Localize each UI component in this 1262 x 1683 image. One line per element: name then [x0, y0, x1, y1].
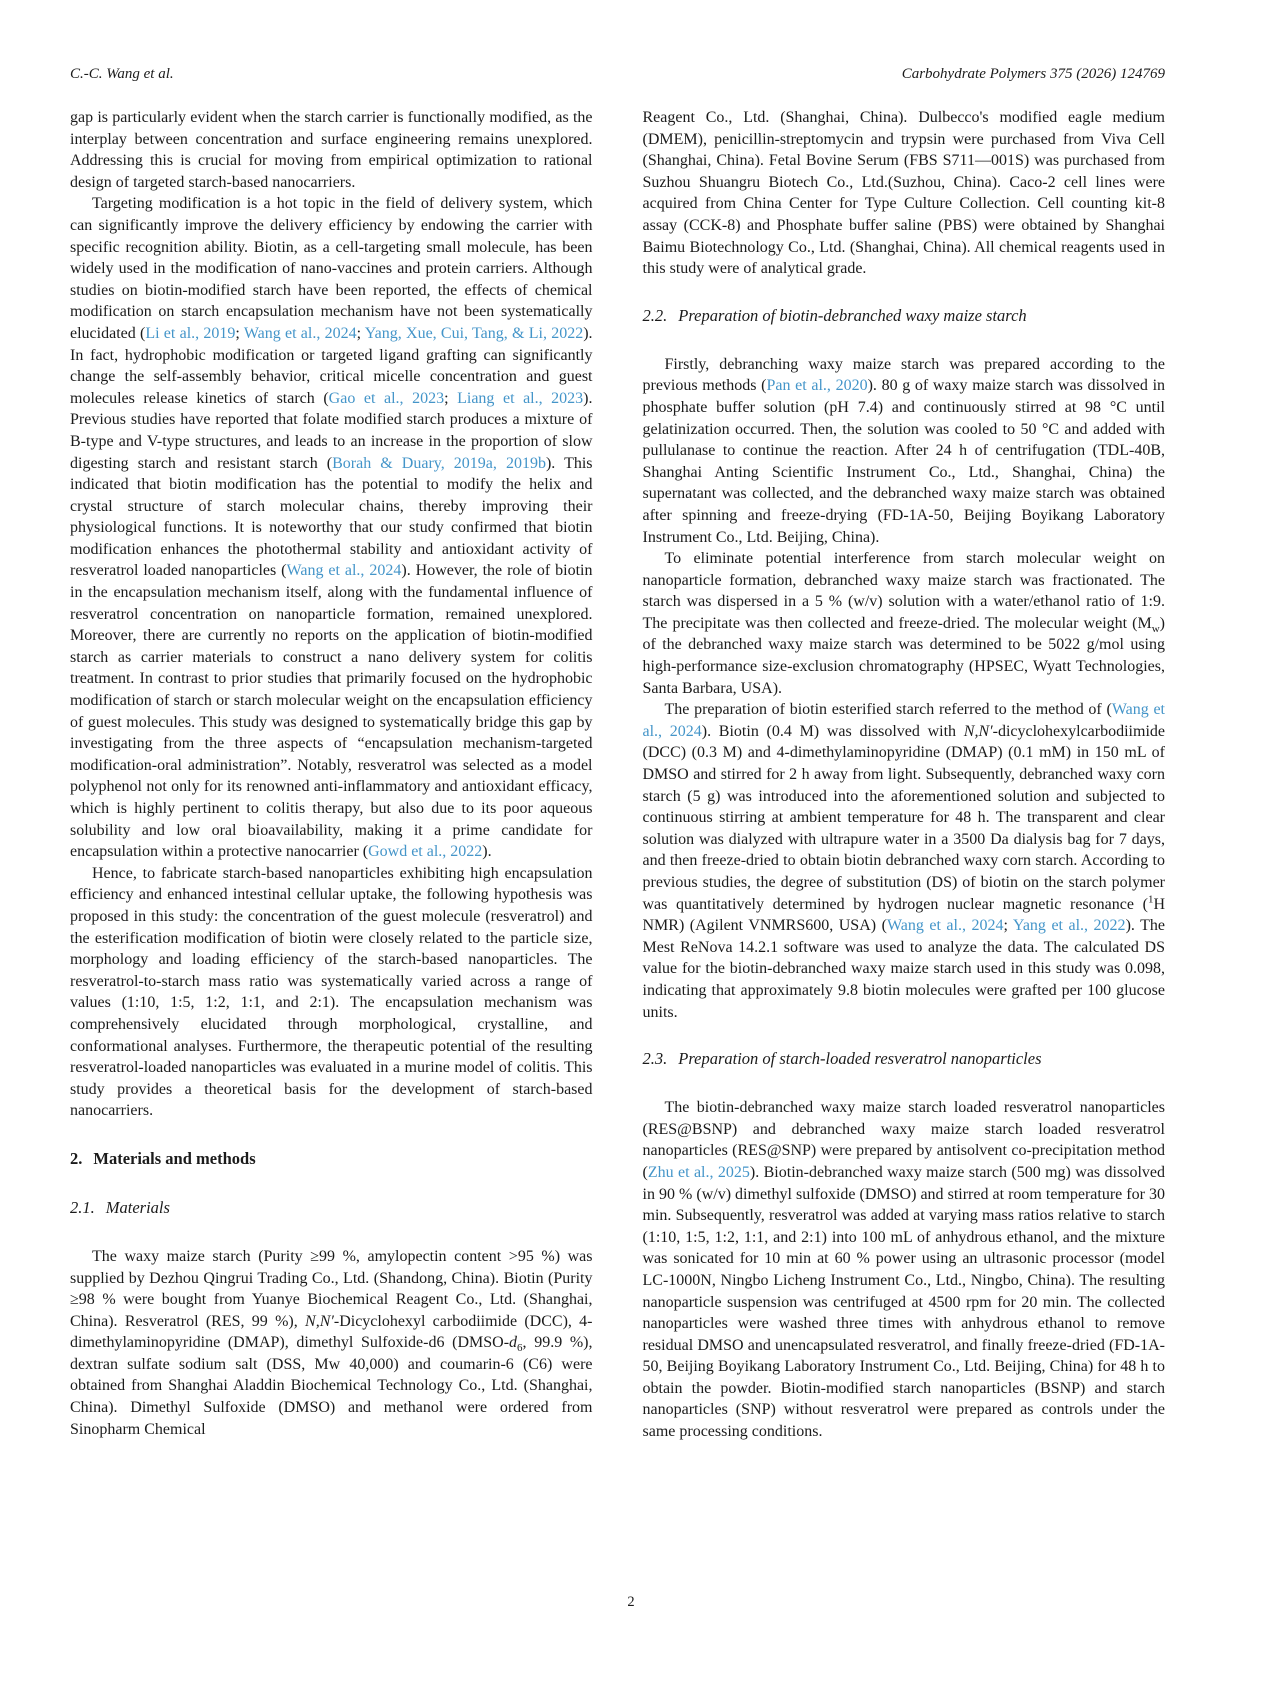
text-span: 1 [1147, 893, 1154, 906]
subsection-heading-prep-starch [643, 306, 1166, 326]
text-span: Targeting modification is a hot topic in the field of delivery system, which can significantly improve the delivery efficiency by endowing the carrier with specific recognition ability. Biotin, as a cell-targeting small molecule, has been widely used in the modification of nano-vaccines and protein carriers. Although studies on biotin-modified starch have been reported, the effects of chemical modification on starch encapsulation mechanism have not been systematically elucidated ( [70, 195, 593, 342]
subsection-heading-prep-nanoparticles [643, 1049, 1166, 1069]
text-span: ). 80 g of waxy maize starch was dissolved in phosphate buffer solution (pH 7.4) and continuously stirred at 98 °C until gelatinization occurred. Then, the solution was cooled to 50 °C and added with pullulanase to continue the reaction. After 24 h of centrifugation (TDL-40B, Shanghai Anting Scientific Instrument Co., Ltd., Shanghai, China) the supernatant was collected, and the debranched waxy maize starch was obtained after spinning and freeze-drying (FD-1A-50, Beijing Boyikang Laboratory Instrument Co., Ltd. Beijing, China). [642, 377, 1166, 546]
subsection-number: 2.3. [642, 1049, 668, 1069]
paragraph-reagents-continuation [643, 107, 1166, 280]
page-number: 2 [627, 1594, 635, 1610]
citation-link[interactable]: Wang et al., 2024 [642, 701, 1166, 740]
text-span: Reagent Co., Ltd. (Shanghai, China). Dulbecco's modified eagle medium (DMEM), penicillin-streptomycin and trypsin were purchased from Viva Cell (Shanghai, China). Fetal Bovine Serum (FBS S711—001S) was purchased from Suzhou Shuangru Biotech Co., Ltd.(Suzhou, China). Caco-2 cell lines were acquired from China Center for Type Culture Collection. Cell counting kit-8 assay (CCK-8) and Phosphate buffer saline (PBS) were obtained by Shanghai Baimu Biotechnology Co., Ltd. (Shanghai, China). All chemical reagents used in this study were of analytical grade. [642, 109, 1165, 278]
text-span: -dicyclohexylcarbodiimide (DCC) (0.3 M) and 4-dimethylaminopyridine (DMAP) (0.1 mM) in 150 mL of DMSO and stirred for 2 h away from light. Subsequently, debranched waxy corn starch (5 g) was introduced into the aforementioned solution and subjected to continuous stirring at ambient temperature for 48 h. The transparent and clear solution was dialyzed with ultrapure water in a 3500 Da dialysis bag for 7 days, and then freeze-dried to obtain biotin debranched waxy corn starch. According to previous studies, the degree of substitution (DS) of biotin on the starch polymer was quantitatively determined by hydrogen nuclear magnetic resonance ( [642, 722, 1165, 913]
text-span: The biotin-debranched waxy maize starch loaded resveratrol nanoparticles (RES@BSNP) and debranched waxy maize starch loaded resveratrol nanoparticles (RES@SNP) were prepared by antisolvent co-precipitation method ( [642, 1099, 1165, 1181]
paragraph-debranching [643, 354, 1166, 548]
citation-link[interactable]: Gao et al., 2023 [328, 389, 445, 407]
text-span: ). The Mest ReNova 14.2.1 software was used to analyze the data. The calculated DS value for the biotin-debranched waxy maize starch used in this study was 0.098, indicating that approximately 9.8 biotin molecules were grafted per 100 glucose units. [642, 917, 1165, 1021]
text-span: ; [1003, 917, 1013, 935]
subsection-number: 2.1. [70, 1197, 95, 1217]
citation-link[interactable]: Gowd et al., 2022 [368, 843, 483, 861]
text-span: Hence, to fabricate starch-based nanoparticles exhibiting high encapsulation efficiency and enhanced intestinal cellular uptake, the following hypothesis was proposed in this study: the concentration of the guest molecule (resveratrol) and the esterification modification of biotin were closely related to the particle size, morphology and loading efficiency of the starch-based nanoparticles. The resveratrol-to-starch mass ratio was systematically varied across a range of values (1:10, 1:5, 1:2, 1:1, and 2:1). The encapsulation mechanism was comprehensively elucidated through morphological, crystalline, and conformational analyses. Furthermore, the therapeutic potential of the resulting resveratrol-loaded nanoparticles was evaluated in a murine model of colitis. This study provides a theoretical basis for the development of starch-based nanocarriers. [70, 864, 593, 1120]
citation-link[interactable]: Yang et al., 2022 [1012, 917, 1126, 935]
section-title: Materials and methods [93, 1148, 256, 1168]
text-span: ; [444, 389, 458, 407]
paragraph-biotin-esterification [643, 699, 1166, 1023]
text-span: 6 [517, 1342, 523, 1355]
paragraph-fractionation [643, 548, 1166, 699]
subsection-title: Preparation of biotin-debranched waxy maize starch [678, 305, 1027, 325]
paragraph-intro-continuation [70, 107, 593, 193]
citation-link[interactable]: Wang et al., 2024 [243, 324, 357, 342]
text-span: gap is particularly evident when the starch carrier is functionally modified, as the interplay between concentration and surface engineering remains unexplored. Addressing this is crucial for moving from empirical optimization to rational design of targeted starch-based nanocarriers. [70, 109, 593, 191]
section-number: 2. [70, 1148, 83, 1168]
right-column [643, 107, 1166, 1443]
text-span: ; [356, 324, 365, 342]
running-head-journal: Carbohydrate Polymers 375 (2026) 124769 [901, 66, 1165, 82]
text-span: d [509, 1334, 518, 1352]
citation-link[interactable]: Borah & Duary, 2019a, 2019b [332, 454, 546, 472]
citation-link[interactable]: Liang et al., 2023 [457, 389, 584, 407]
text-span: ). [482, 843, 492, 861]
text-span: Firstly, debranching waxy maize starch was prepared according to the previous methods ( [642, 355, 1165, 395]
subsection-number: 2.2. [642, 305, 668, 325]
paragraph-hypothesis [70, 863, 593, 1122]
citation-link[interactable]: Wang et al., 2024 [286, 562, 402, 580]
paragraph-targeting-modification [70, 193, 593, 862]
text-span: ; [235, 324, 244, 342]
subsection-title: Materials [105, 1197, 170, 1217]
text-span: The preparation of biotin esterified starch referred to the method of ( [664, 701, 1112, 719]
text-span: H NMR) (Agilent VNMRS600, USA) ( [642, 895, 1165, 935]
subsection-heading-materials [70, 1198, 593, 1218]
text-span: To eliminate potential interference from starch molecular weight on nanoparticle formation, debranched waxy maize starch was fractionated. The starch was dispersed in a 5 % (w/v) solution with a water/ethanol ratio of 1:9. The precipitate was then collected and freeze-dried. The molecular weight (M [642, 550, 1165, 632]
text-span: , 99.9 %), dextran sulfate sodium salt (DSS, Mw 40,000) and coumarin-6 (C6) were obtained from Shanghai Aladdin Biochemical Technology Co., Ltd. (Shanghai, China). Dimethyl Sulfoxide (DMSO) and methanol were ordered from Sinopharm Chemical [70, 1334, 593, 1438]
running-head-author: C.-C. Wang et al. [70, 66, 174, 82]
text-span: -Dicyclohexyl carbodiimide (DCC), 4-dimethylaminopyridine (DMAP), dimethyl Sulfoxide-d6 (DMSO- [70, 1312, 593, 1352]
subsection-title: Preparation of starch-loaded resveratrol nanoparticles [678, 1049, 1042, 1069]
text-span: w [1151, 623, 1160, 636]
text-span: ). However, the role of biotin in the encapsulation mechanism itself, along with the fundamental influence of resveratrol concentration on nanoparticle formation, remained unexplored. Moreover, there are currently no reports on the application of biotin-modified starch as carrier materials to construct a nano delivery system for colitis treatment. In contrast to prior studies that primarily focused on the hydrophobic modification of starch or starch molecular weight on the encapsulation efficiency of guest molecules. This study was designed to systematically bridge this gap by investigating from the three aspects of “encapsulation mechanism-targeted modification-oral administration”. Notably, resveratrol was selected as a model polyphenol not only for its renowned anti-inflammatory and antioxidant efficacy, which is highly pertinent to colitis therapy, but also due to its poor aqueous solubility and low oral bioavailability, making it a prime candidate for encapsulation within a protective nanocarrier ( [70, 562, 593, 861]
section-heading-materials-methods [70, 1149, 593, 1169]
text-span: ). In fact, hydrophobic modification or targeted ligand grafting can significantly change the self-assembly behavior, critical micelle concentration and guest molecules release kinetics of starch ( [70, 324, 593, 407]
paragraph-materials [70, 1246, 593, 1440]
text-span: N,N′ [963, 722, 993, 740]
running-head [70, 66, 1165, 83]
left-column [70, 107, 593, 1443]
paragraph-nanoparticle-preparation [643, 1097, 1166, 1443]
text-span: The waxy maize starch (Purity ≥99 %, amylopectin content >95 %) was supplied by Dezhou Qingrui Trading Co., Ltd. (Shandong, China). Biotin (Purity ≥98 % were bought from Yuanye Biochemical Reagent Co., Ltd. (Shanghai, China). Resveratrol (RES, 99 %), [70, 1247, 593, 1330]
citation-link[interactable]: Yang, Xue, Cui, Tang, & Li, 2022 [364, 324, 584, 342]
two-column-body [70, 107, 1165, 1443]
citation-link[interactable]: Wang et al., 2024 [886, 917, 1004, 935]
text-span: ). Biotin (0.4 M) was dissolved with [701, 722, 964, 740]
citation-link[interactable]: Zhu et al., 2025 [647, 1163, 750, 1181]
citation-link[interactable]: Li et al., 2019 [145, 324, 236, 342]
citation-link[interactable]: Pan et al., 2020 [766, 377, 868, 395]
text-span: N,N′ [305, 1312, 334, 1330]
text-span: ) of the debranched waxy maize starch was determined to be 5022 g/mol using high-performance size-exclusion chromatography (HPSEC, Wyatt Technologies, Santa Barbara, USA). [642, 614, 1165, 697]
text-span: ). This indicated that biotin modification has the potential to modify the helix and crystal structure of starch molecular chains, thereby improving their physiological functions. It is noteworthy that our study confirmed that biotin modification enhances the photothermal stability and antioxidant activity of resveratrol loaded nanoparticles ( [70, 454, 593, 580]
text-span: ). Biotin-debranched waxy maize starch (500 mg) was dissolved in 90 % (w/v) dimethyl sulfoxide (DMSO) and stirred at room temperature for 30 min. Subsequently, resveratrol was added at varying mass ratios relative to starch (1:10, 1:5, 1:2, 1:1, and 2:1) into 100 mL of anhydrous ethanol, and the mixture was sonicated for 10 min at 60 % power using an ultrasonic processor (model LC-1000N, Ningbo Licheng Instrument Co., Ltd., Ningbo, China). The resulting nanoparticle suspension was centrifuged at 4500 rpm for 20 min. The collected nanoparticles were washed three times with anhydrous ethanol to remove residual DMSO and unencapsulated resveratrol, and finally freeze-dried (FD-1A-50, Beijing Boyikang Laboratory Instrument Co., Ltd. Beijing, China) for 48 h to obtain the powder. Biotin-modified starch nanoparticles (BSNP) and starch nanoparticles (SNP) without resveratrol were prepared as controls under the same processing conditions. [642, 1163, 1165, 1441]
text-span: ). Previous studies have reported that folate modified starch produces a mixture of B-type and V-type structures, and leads to an increase in the proportion of slow digesting starch and resistant starch ( [70, 389, 593, 472]
